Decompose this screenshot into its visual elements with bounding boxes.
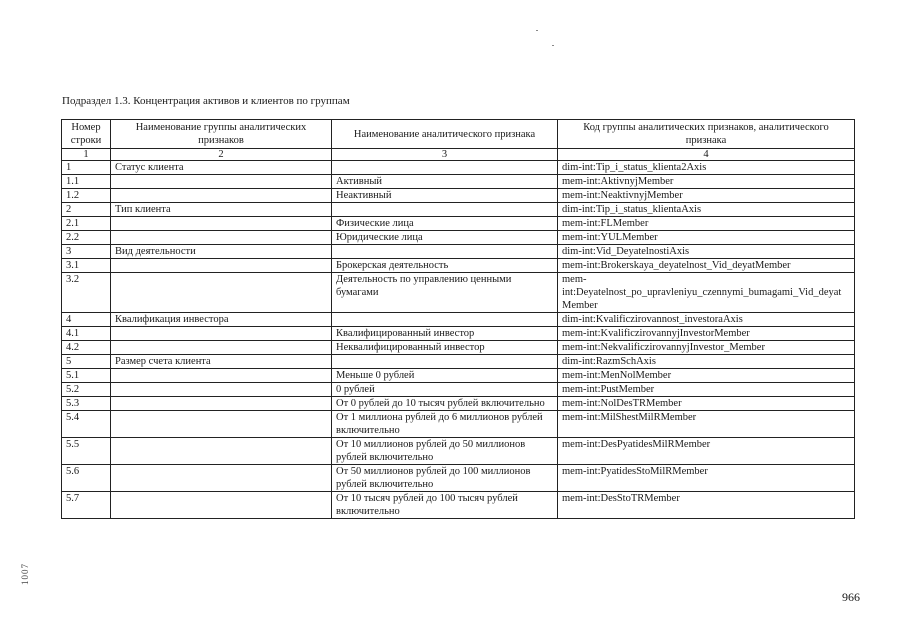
code-cell: mem-int:Deyatelnost_po_upravleniyu_czennymi_bumagami_Vid_deyatMember bbox=[558, 273, 855, 313]
table-row bbox=[62, 259, 855, 273]
header-attribute-name: Наименование аналитического признака bbox=[332, 120, 558, 149]
column-number: 1 bbox=[62, 149, 111, 161]
row-number: 5.4 bbox=[62, 411, 111, 438]
group-name: Вид деятельности bbox=[111, 245, 332, 259]
code-cell: mem-int:PyatidesStoMilRMember bbox=[558, 465, 855, 492]
table-row bbox=[62, 383, 855, 397]
table-row bbox=[62, 397, 855, 411]
code-cell: mem-int:KvalificzirovannyjInvestorMember bbox=[558, 327, 855, 341]
attribute-name: Физические лица bbox=[332, 217, 558, 231]
attribute-name bbox=[332, 313, 558, 327]
attribute-name: От 1 миллиона рублей до 6 миллионов рублей включительно bbox=[332, 411, 558, 438]
row-number: 3 bbox=[62, 245, 111, 259]
attribute-name bbox=[332, 355, 558, 369]
group-name bbox=[111, 189, 332, 203]
row-number: 4.2 bbox=[62, 341, 111, 355]
table-row bbox=[62, 327, 855, 341]
attribute-name: Деятельность по управлению ценными бумагами bbox=[332, 273, 558, 313]
attribute-name: Квалифицированный инвестор bbox=[332, 327, 558, 341]
group-name bbox=[111, 438, 332, 465]
code-cell: mem-int:DesPyatidesMilRMember bbox=[558, 438, 855, 465]
table-row bbox=[62, 465, 855, 492]
row-number: 3.1 bbox=[62, 259, 111, 273]
attribute-name: 0 рублей bbox=[332, 383, 558, 397]
row-number: 5 bbox=[62, 355, 111, 369]
code-cell: dim-int:Vid_DeyatelnostiAxis bbox=[558, 245, 855, 259]
table-row bbox=[62, 161, 855, 175]
row-number: 5.5 bbox=[62, 438, 111, 465]
code-cell: mem-int:MilShestMilRMember bbox=[558, 411, 855, 438]
row-number: 1 bbox=[62, 161, 111, 175]
attribute-name: От 10 миллионов рублей до 50 миллионов рублей включительно bbox=[332, 438, 558, 465]
group-name bbox=[111, 492, 332, 519]
group-name bbox=[111, 397, 332, 411]
scan-speck bbox=[552, 45, 554, 46]
group-name bbox=[111, 341, 332, 355]
group-name bbox=[111, 383, 332, 397]
attribute-name: Меньше 0 рублей bbox=[332, 369, 558, 383]
table-row bbox=[62, 217, 855, 231]
attribute-name: От 50 миллионов рублей до 100 миллионов рублей включительно bbox=[332, 465, 558, 492]
table-row bbox=[62, 411, 855, 438]
page-title: Подраздел 1.3. Концентрация активов и клиентов по группам bbox=[62, 95, 350, 107]
side-stamp-mark: 1007 bbox=[20, 563, 30, 585]
code-cell: dim-int:Tip_i_status_klienta2Axis bbox=[558, 161, 855, 175]
header-code: Код группы аналитических признаков, аналитического признака bbox=[558, 120, 855, 149]
page-number: 966 bbox=[842, 590, 860, 604]
column-number: 3 bbox=[332, 149, 558, 161]
row-number: 5.7 bbox=[62, 492, 111, 519]
table-row bbox=[62, 355, 855, 369]
group-name bbox=[111, 259, 332, 273]
column-number-row bbox=[62, 149, 855, 161]
group-name bbox=[111, 369, 332, 383]
attribute-name: Брокерская деятельность bbox=[332, 259, 558, 273]
table-row bbox=[62, 313, 855, 327]
row-number: 2.1 bbox=[62, 217, 111, 231]
table-row bbox=[62, 245, 855, 259]
group-name bbox=[111, 411, 332, 438]
code-cell: dim-int:Tip_i_status_klientaAxis bbox=[558, 203, 855, 217]
attribute-name bbox=[332, 203, 558, 217]
code-cell: mem-int:AktivnyjMember bbox=[558, 175, 855, 189]
code-cell: mem-int:FLMember bbox=[558, 217, 855, 231]
row-number: 1.2 bbox=[62, 189, 111, 203]
code-cell: dim-int:Kvalificzirovannost_investoraAxis bbox=[558, 313, 855, 327]
row-number: 1.1 bbox=[62, 175, 111, 189]
attribute-name bbox=[332, 161, 558, 175]
row-number: 2 bbox=[62, 203, 111, 217]
table-row bbox=[62, 492, 855, 519]
attribute-name: Юридические лица bbox=[332, 231, 558, 245]
table-row bbox=[62, 369, 855, 383]
column-number: 2 bbox=[111, 149, 332, 161]
table-row bbox=[62, 341, 855, 355]
code-cell: dim-int:RazmSchAxis bbox=[558, 355, 855, 369]
table-row bbox=[62, 438, 855, 465]
column-number: 4 bbox=[558, 149, 855, 161]
table-row bbox=[62, 189, 855, 203]
attribute-name: Неквалифицированный инвестор bbox=[332, 341, 558, 355]
row-number: 5.3 bbox=[62, 397, 111, 411]
attribute-name: От 0 рублей до 10 тысяч рублей включительно bbox=[332, 397, 558, 411]
header-group-name: Наименование группы аналитических признаков bbox=[111, 120, 332, 149]
code-cell: mem-int:YULMember bbox=[558, 231, 855, 245]
attribute-name bbox=[332, 245, 558, 259]
row-number: 2.2 bbox=[62, 231, 111, 245]
table-row bbox=[62, 203, 855, 217]
group-name bbox=[111, 231, 332, 245]
table-row bbox=[62, 273, 855, 313]
code-cell: mem-int:PustMember bbox=[558, 383, 855, 397]
group-name: Квалификация инвестора bbox=[111, 313, 332, 327]
code-cell: mem-int:Brokerskaya_deyatelnost_Vid_deyatMember bbox=[558, 259, 855, 273]
group-name: Размер счета клиента bbox=[111, 355, 332, 369]
attribute-name: От 10 тысяч рублей до 100 тысяч рублей включительно bbox=[332, 492, 558, 519]
attribute-name: Активный bbox=[332, 175, 558, 189]
group-name: Статус клиента bbox=[111, 161, 332, 175]
scan-speck bbox=[536, 30, 538, 31]
table-row bbox=[62, 175, 855, 189]
row-number: 3.2 bbox=[62, 273, 111, 313]
attributes-table bbox=[61, 119, 855, 519]
code-cell: mem-int:NeaktivnyjMember bbox=[558, 189, 855, 203]
group-name bbox=[111, 273, 332, 313]
table-row bbox=[62, 231, 855, 245]
row-number: 5.2 bbox=[62, 383, 111, 397]
group-name: Тип клиента bbox=[111, 203, 332, 217]
row-number: 4.1 bbox=[62, 327, 111, 341]
group-name bbox=[111, 217, 332, 231]
table-header-row bbox=[62, 120, 855, 149]
row-number: 4 bbox=[62, 313, 111, 327]
group-name bbox=[111, 327, 332, 341]
group-name bbox=[111, 465, 332, 492]
row-number: 5.1 bbox=[62, 369, 111, 383]
code-cell: mem-int:NolDesTRMember bbox=[558, 397, 855, 411]
header-row-number: Номер строки bbox=[62, 120, 111, 149]
group-name bbox=[111, 175, 332, 189]
code-cell: mem-int:NekvalificzirovannyjInvestor_Member bbox=[558, 341, 855, 355]
row-number: 5.6 bbox=[62, 465, 111, 492]
attribute-name: Неактивный bbox=[332, 189, 558, 203]
code-cell: mem-int:MenNolMember bbox=[558, 369, 855, 383]
code-cell: mem-int:DesStoTRMember bbox=[558, 492, 855, 519]
